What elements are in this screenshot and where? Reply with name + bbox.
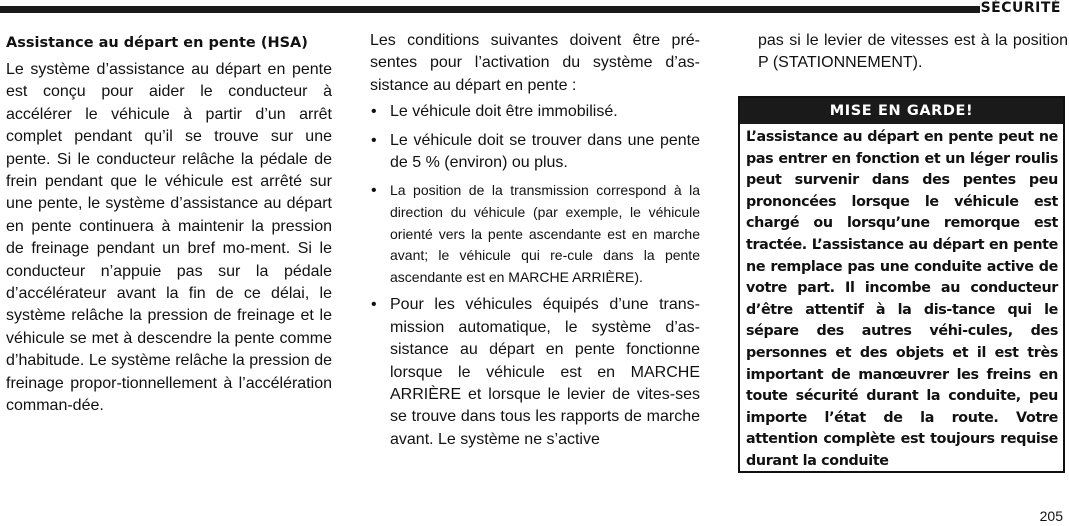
header-rule [0, 6, 980, 13]
warning-text: L’assistance au départ en pente peut ne pas entrer en fonction et un léger roulis peut survenir dans des pentes peu prononcées lorsque le véhicule est chargé ou lorsqu’une remorque est tractée. L’assistance au départ en pente ne remplace pas une conduite active de votre part. Il incombe au conducteur d’être attentif à la dis-tance qui le sépare des autres véhi-cules, des personnes et des objets et il est très important de manœuvrer les freins en toute sécurité durant la conduite, peu importe l’état de la route. Votre attention complète est toujours requise durant la conduite [746, 129, 1058, 469]
continued-text: pas si le levier de vitesses est à la position P (STATIONNEMENT). [758, 32, 1068, 72]
column-left [6, 30, 332, 418]
page-number: 205 [1039, 508, 1063, 524]
bullet-icon: • [371, 131, 377, 149]
section-title: SÉCURITÉ [980, 0, 1061, 16]
conditions-list [370, 101, 700, 451]
list-item: • Le véhicule doit se trouver dans une pente de 5 % (environ) ou plus. [371, 131, 700, 172]
column-right [738, 30, 1068, 75]
list-item: • La position de la transmission correspond à la direction du véhicule (par exemple, le véhicule orienté vers la pente ascendante est en marche avant; le véhicule qui re-cule dans la pente ascendante est en MARCHE ARRIÈRE). [371, 182, 700, 285]
conditions-intro: Les conditions suivantes doivent être pré-sentes pour l’activation du système d’as-sistance au départ en pente : [370, 32, 700, 94]
list-item: • Le véhicule doit être immobilisé. [370, 101, 700, 123]
hsa-description: Le système d’assistance au départ en pente est conçu pour aider le conducteur à accélérer le véhicule à partir d’un arrêt complet pendant qu’il se trouve sur une pente. Si le conducteur relâche la pédale de frein pendant que le véhicule est arrêté sur une pente, le système d’assistance au départ en pente continuera à maintenir la pression de freinage pendant un bref mo-ment. Si le conducteur n’appuie pas sur la pédale d’accélérateur avant la fin de ce délai, le système relâche la pression de freinage et le véhicule se met à descendre la pente comme d’habitude. Le système relâche la pression de freinage propor-tionnellement à l’accélération comman-dée. [6, 61, 332, 415]
bullet-icon: • [371, 103, 377, 121]
column-middle [370, 30, 700, 457]
list-item: • Pour les véhicules équipés d’une trans-mission automatique, le système d’as-sistance au départ en pente fonctionne lorsque le véhicule est en MARCHE ARRIÈRE et lorsque le levier de vites-ses se trouve dans tous les rapports de marche avant. Le système ne s’active [371, 296, 700, 448]
bullet-icon: • [371, 182, 377, 200]
section-heading: Assistance au départ en pente (HSA) [6, 35, 308, 51]
bullet-icon: • [371, 296, 377, 314]
warning-title: MISE EN GARDE! [740, 98, 1063, 124]
warning-box [738, 96, 1065, 473]
